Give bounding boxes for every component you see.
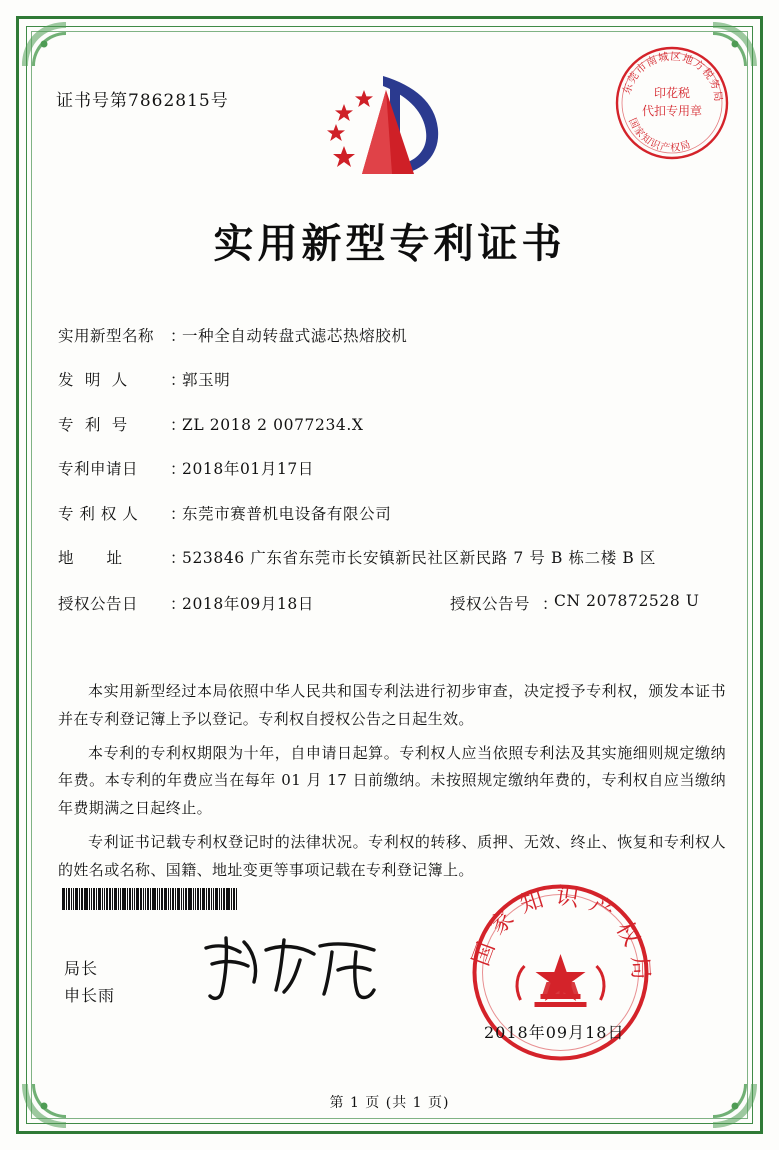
field-row-name <box>58 325 722 347</box>
field-label: 授权公告日 <box>58 594 139 613</box>
field-row-patent-number <box>58 414 722 436</box>
field-label: 专 利 权 人 <box>58 504 139 523</box>
field-colon: ： <box>170 327 186 345</box>
field-list <box>58 325 722 620</box>
field-colon: ： <box>170 594 186 613</box>
grant-date-group <box>58 592 450 614</box>
field-row-address <box>58 547 722 569</box>
field-row-inventor <box>58 369 722 391</box>
page-footer: 第 1 页 (共 1 页) <box>329 1095 450 1111</box>
body-text <box>58 678 726 890</box>
field-value: 2018年01月17日 <box>182 460 314 479</box>
field-colon: ： <box>170 371 186 390</box>
field-colon: ： <box>170 549 186 568</box>
svg-text:代扣专用章: 代扣专用章 <box>641 104 703 118</box>
field-value: 东莞市赛普机电设备有限公司 <box>182 504 392 523</box>
field-value: 2018年09月18日 <box>182 594 314 613</box>
field-row-application-date <box>58 458 722 480</box>
paragraph: 专利证书记载专利权登记时的法律状况。专利权的转移、质押、无效、终止、恢复和专利权人的姓名或名称、国籍、地址变更等事项记载在专利登记簿上。 <box>58 832 726 879</box>
paragraph: 本实用新型经过本局依照中华人民共和国专利法进行初步审查，决定授予专利权，颁发本证书并在专利登记簿上予以登记。专利权自授权公告之日起生效。 <box>58 682 726 728</box>
field-label: 实用新型名称 <box>58 327 155 345</box>
director-title: 局长 <box>64 959 99 978</box>
field-row-patentee <box>58 503 722 525</box>
svg-text:印花税: 印花税 <box>653 86 691 100</box>
cnipa-logo-icon <box>320 68 450 188</box>
certificate-number: 证书号第7862815号 <box>56 91 229 111</box>
seal-issue-date: 2018年09月18日 <box>484 1023 625 1042</box>
page-title: 实用新型专利证书 <box>213 220 566 267</box>
grant-number-group <box>450 592 722 614</box>
field-row-grant <box>58 592 722 614</box>
svg-text:东莞市南城区地方税务局: 东莞市南城区地方税务局 <box>620 50 725 104</box>
barcode <box>62 888 298 910</box>
field-colon: ： <box>170 504 186 523</box>
field-colon: ： <box>542 594 558 613</box>
field-value: 523846 广东省东莞市长安镇新民社区新民路 7 号 B 栋二楼 B 区 <box>182 549 657 568</box>
signature-block <box>64 955 115 1009</box>
handwritten-signature <box>196 930 406 1005</box>
director-name: 申长雨 <box>64 986 116 1006</box>
field-label: 授权公告号 <box>450 594 531 613</box>
field-value: CN 207872528 U <box>554 591 700 610</box>
tax-stamp <box>613 44 731 162</box>
field-label: 专 利 号 <box>58 415 128 434</box>
field-label: 地 址 <box>58 549 123 568</box>
field-value: 郭玉明 <box>182 371 231 390</box>
field-label: 发 明 人 <box>58 371 128 390</box>
field-value: ZL 2018 2 0077234.X <box>182 415 364 434</box>
field-value: 一种全自动转盘式滤芯热熔胶机 <box>182 327 408 345</box>
field-colon: ： <box>170 460 186 479</box>
field-label: 专利申请日 <box>58 460 139 479</box>
paragraph: 本专利的专利权期限为十年，自申请日起算。专利权人应当依照专利法及其实施细则规定缴纳年费。本专利的年费应当在每年 01 月 17 日前缴纳。未按照规定缴纳年费的，专利权自应当缴纳年费期满之日起终止。 <box>58 743 726 817</box>
field-colon: ： <box>170 415 186 434</box>
svg-text:国家知识产权局: 国家知识产权局 <box>626 116 693 155</box>
svg-text:国家知识产权局: 国家知识产权局 <box>468 883 653 991</box>
corner-ornament-icon <box>20 20 68 68</box>
